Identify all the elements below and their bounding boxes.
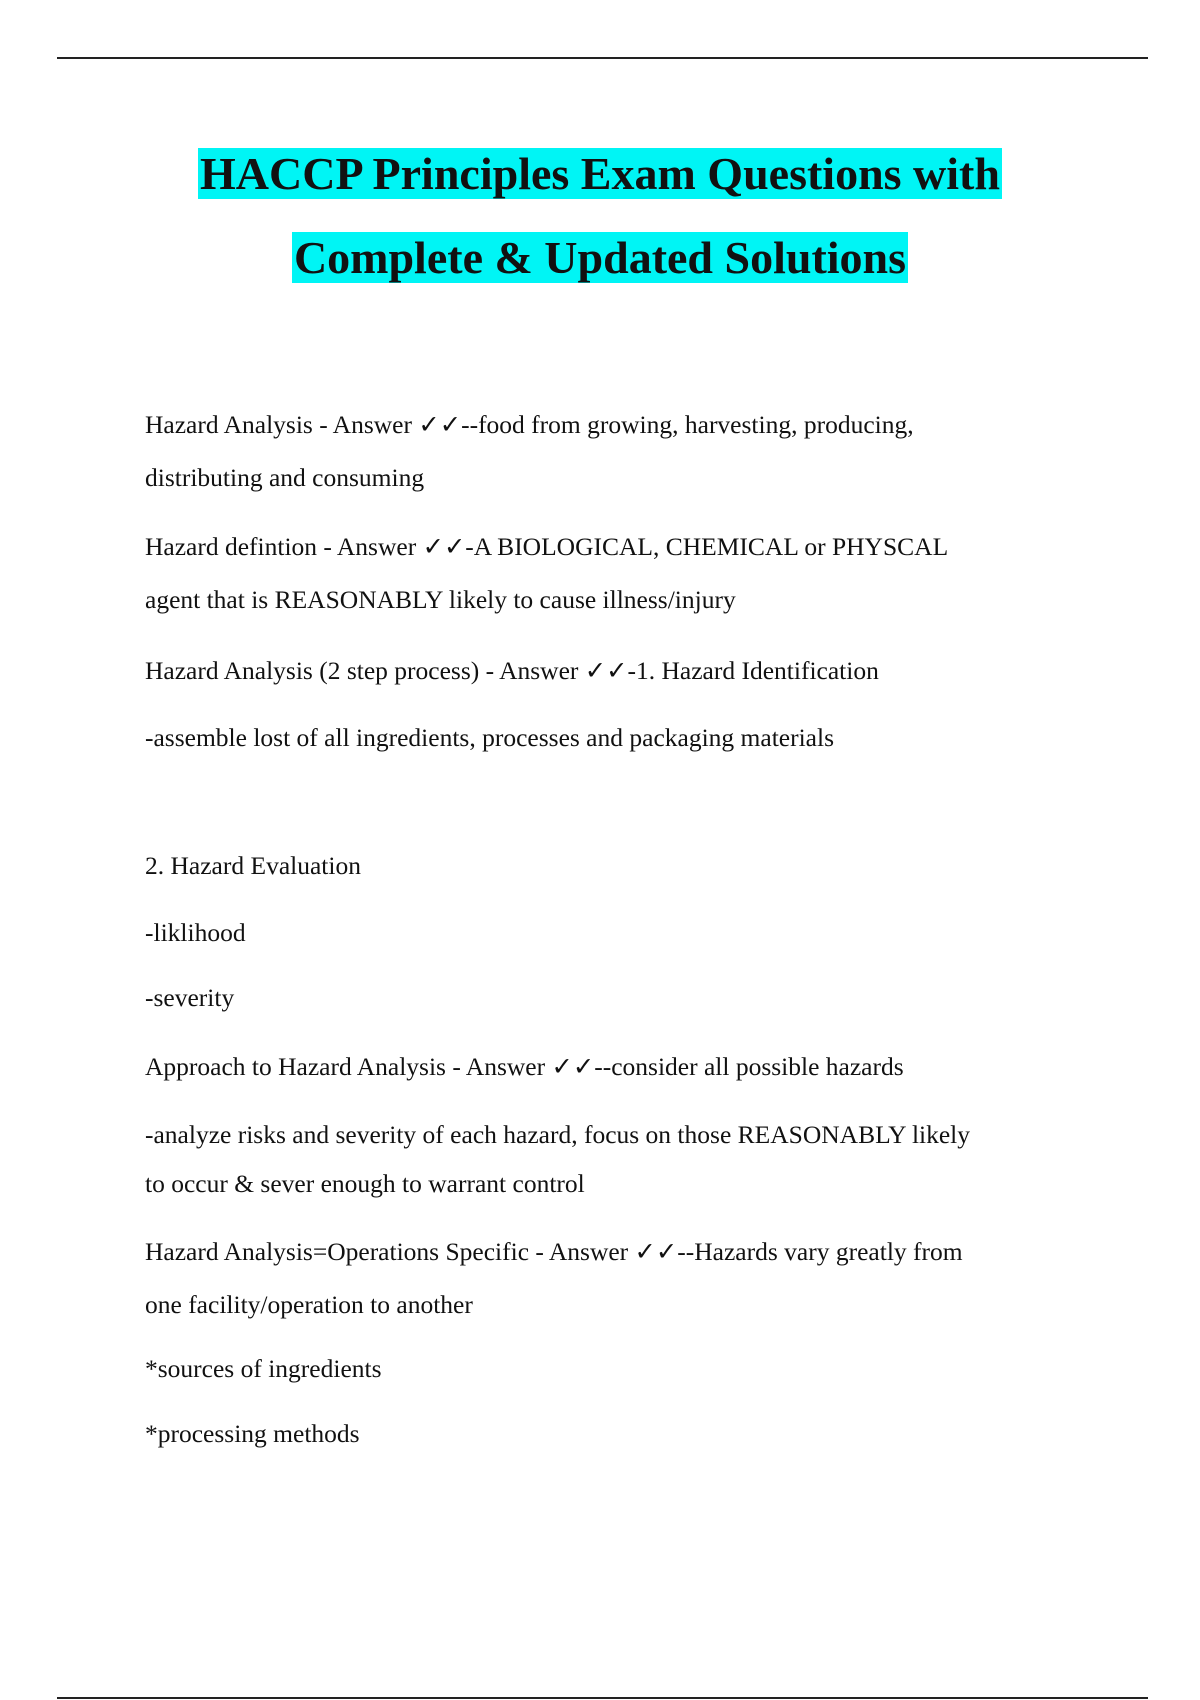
text-line: Hazard Analysis=Operations Specific - Answer ✓✓--Hazards vary greatly from: [145, 1237, 963, 1266]
text-line: distributing and consuming: [145, 463, 425, 492]
text-line: Approach to Hazard Analysis - Answer ✓✓--consider all possible hazards: [145, 1052, 904, 1081]
text-line: to occur & sever enough to warrant control: [145, 1169, 585, 1198]
text-line: *sources of ingredients: [145, 1354, 382, 1383]
text-line: 2. Hazard Evaluation: [145, 851, 361, 880]
title-highlight: Complete & Updated Solutions: [293, 232, 907, 283]
text-line: -assemble lost of all ingredients, processes and packaging materials: [145, 723, 834, 752]
text-line: Hazard Analysis (2 step process) - Answer ✓✓-1. Hazard Identification: [145, 656, 879, 685]
footer-rule: [57, 1697, 1148, 1699]
text-line: -liklihood: [145, 918, 246, 947]
text-line: Hazard Analysis - Answer ✓✓--food from growing, harvesting, producing,: [145, 410, 914, 439]
title-highlight: HACCP Principles Exam Questions with: [200, 148, 1000, 199]
header-rule: [57, 57, 1148, 59]
text-line: agent that is REASONABLY likely to cause illness/injury: [145, 585, 736, 614]
document-title-line-2: [0, 230, 1200, 286]
text-line: one facility/operation to another: [145, 1290, 473, 1319]
text-line: Hazard defintion - Answer ✓✓-A BIOLOGICAL, CHEMICAL or PHYSCAL: [145, 532, 949, 561]
text-line: -analyze risks and severity of each hazard, focus on those REASONABLY likely: [145, 1120, 971, 1149]
text-line: *processing methods: [145, 1419, 360, 1448]
document-title-line-1: [0, 146, 1200, 202]
text-line: -severity: [145, 983, 235, 1012]
